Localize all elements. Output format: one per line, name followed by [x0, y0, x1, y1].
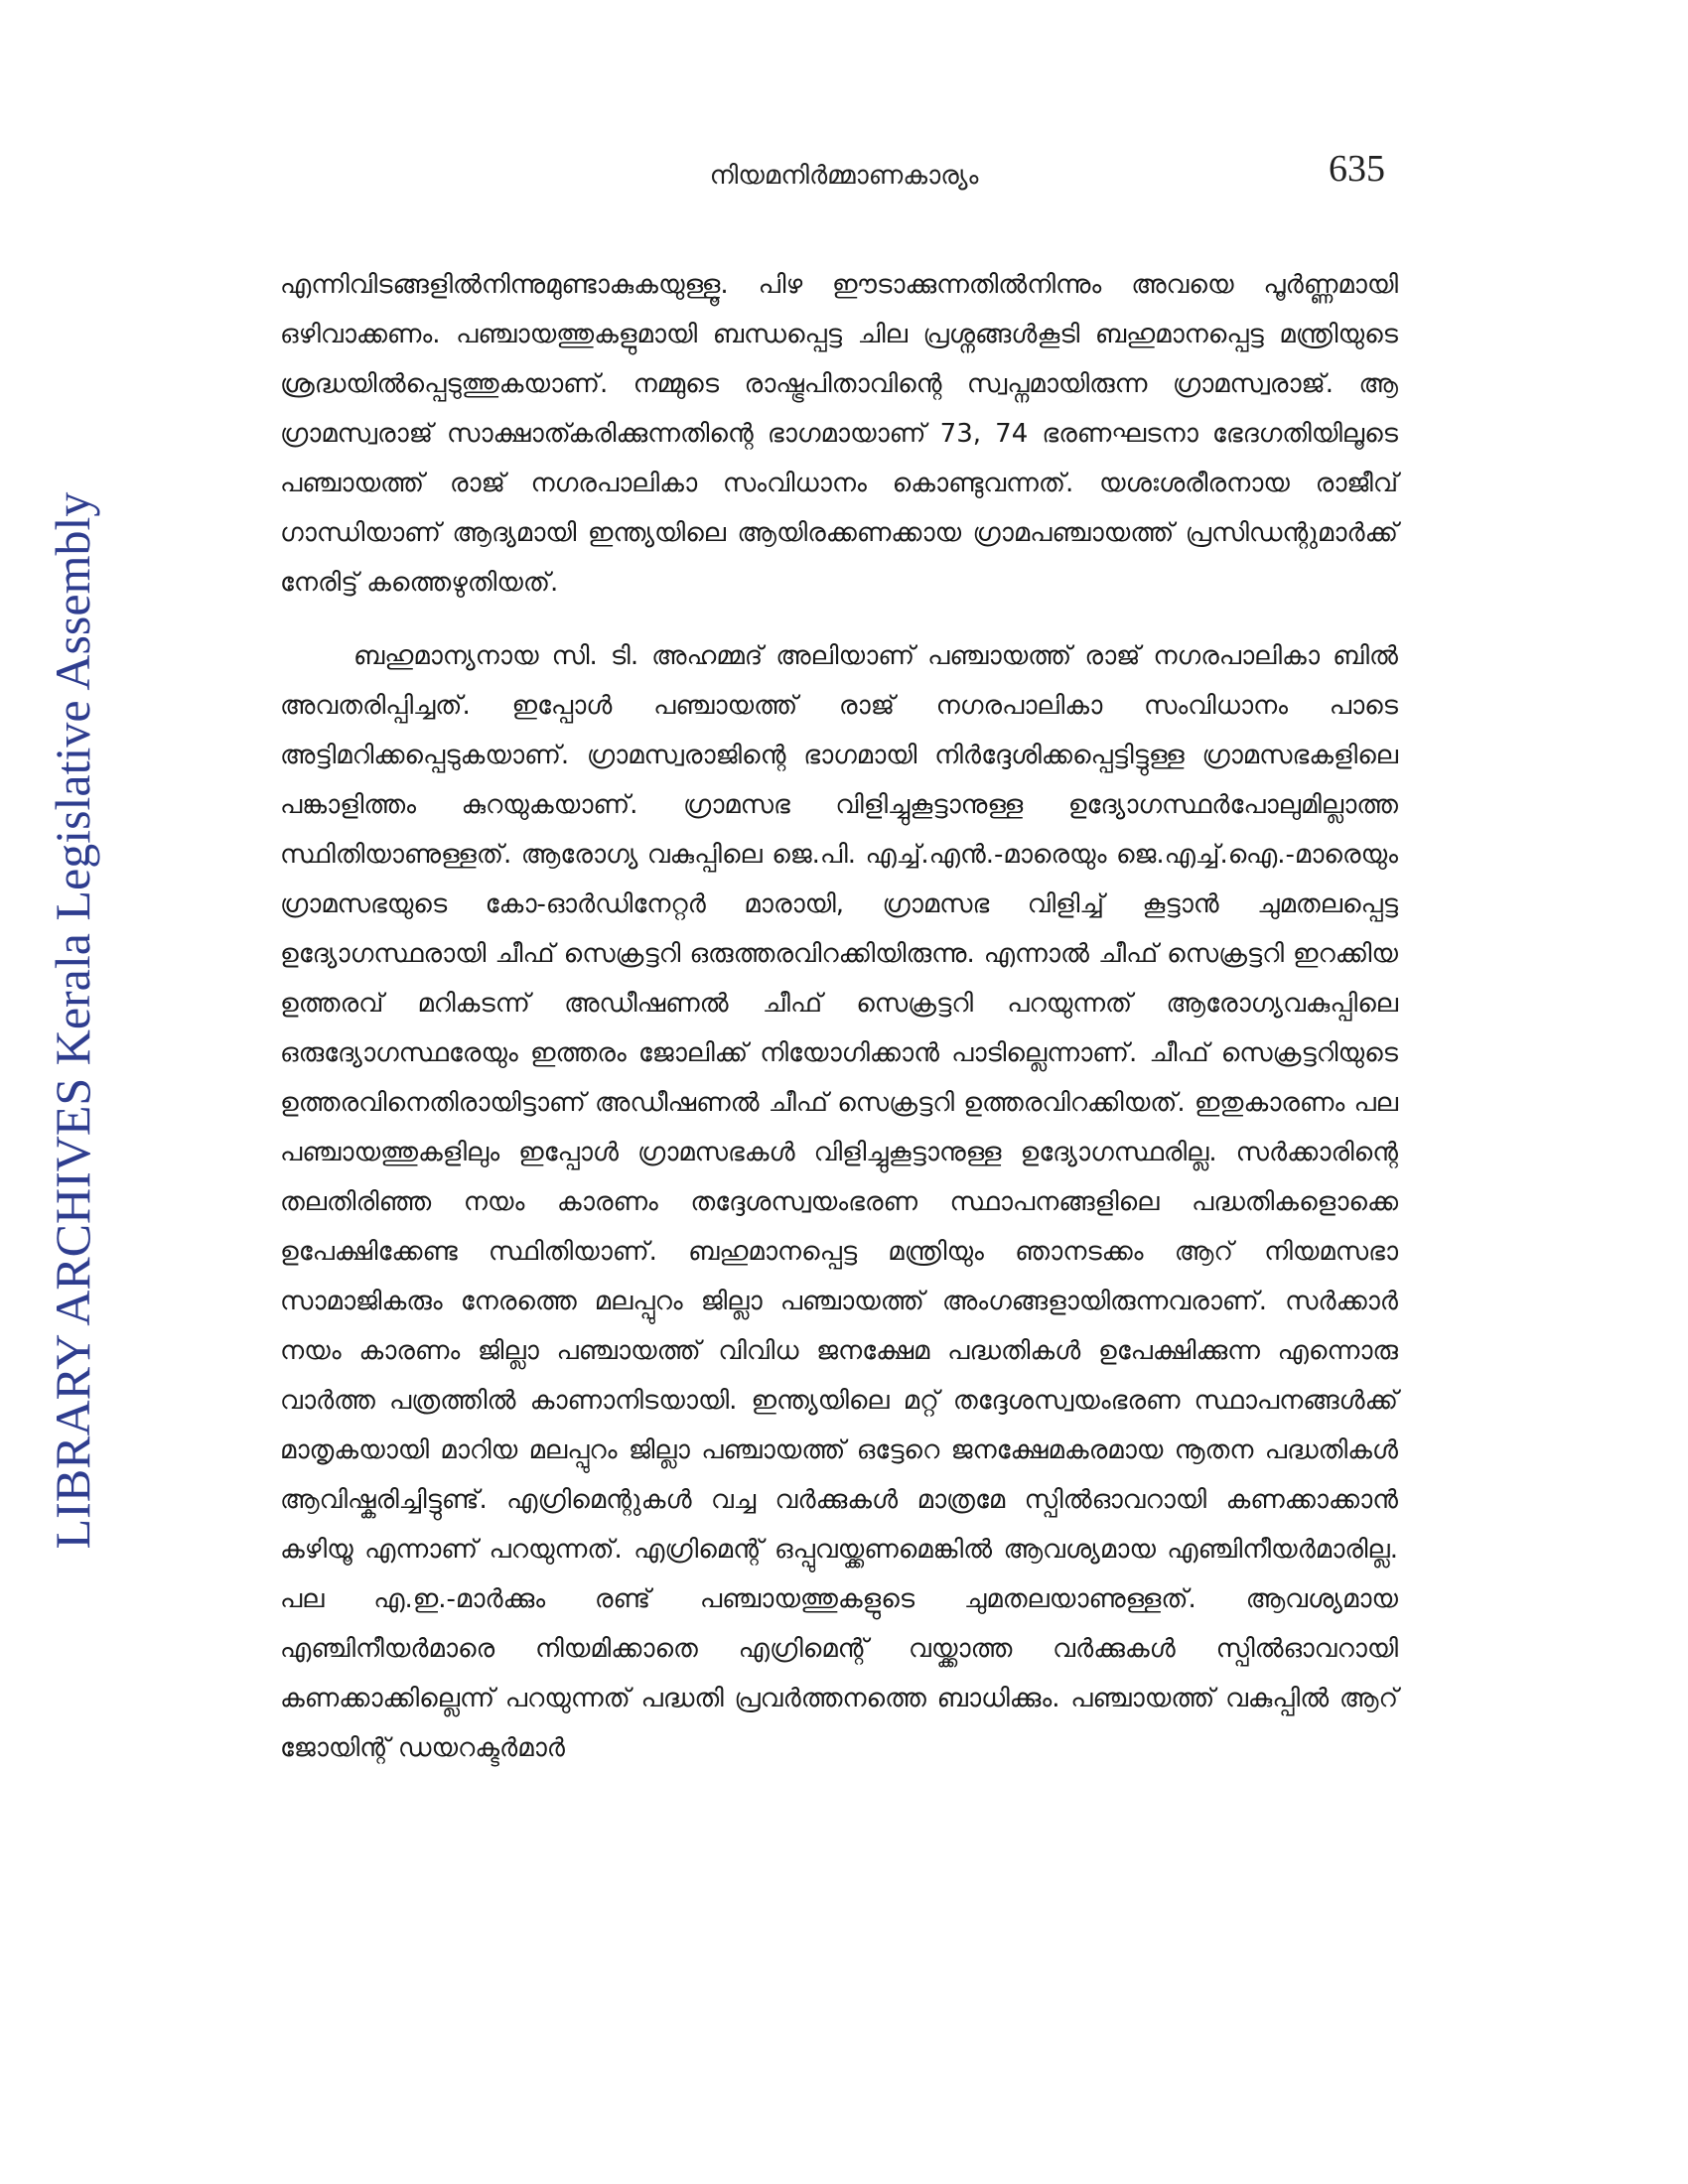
paragraph-2: ബഹുമാന്യനായ സി. ടി. അഹമ്മദ് അലിയാണ് പഞ്ചായത്ത് രാജ് നഗരപാലികാ ബിൽ അവതരിപ്പിച്ചത്. ഇപ്പോൾ പഞ്ചായത്ത് രാജ് നഗരപാലികാ സംവിധാനം പാടെ അട്ടിമറിക്കപ്പെടുകയാണ്. ഗ്രാമസ്വരാജിന്റെ ഭാഗമായി നിർദ്ദേശിക്കപ്പെട്ടിട്ടുള്ള ഗ്രാമസഭകളിലെ പങ്കാളിത്തം കുറയുകയാണ്. ഗ്രാമസഭ വിളിച്ചുകൂട്ടാനുള്ള ഉദ്യോഗസ്ഥർപോലുമില്ലാത്ത സ്ഥിതിയാണുള്ളത്. ആരോഗ്യ വകുപ്പിലെ ജെ.പി. എച്ച്.എൻ.-മാരെയും ജെ.എച്ച്.ഐ.-മാരെയും ഗ്രാമസഭയുടെ കോ-ഓർഡിനേറ്റർ മാരായി, ഗ്രാമസഭ വിളിച്ച് കൂട്ടാൻ ചുമതലപ്പെട്ട ഉദ്യോഗസ്ഥരായി ചീഫ് സെക്രട്ടറി ഒരുത്തരവിറക്കിയിരുന്നു. എന്നാൽ ചീഫ് സെക്രട്ടറി ഇറക്കിയ ഉത്തരവ് മറികടന്ന് അഡീഷണൽ ചീഫ് സെക്രട്ടറി പറയുന്നത് ആരോഗ്യവകുപ്പിലെ ഒരുദ്യോഗസ്ഥരേയും ഇത്തരം ജോലിക്ക് നിയോഗിക്കാൻ പാടില്ലെന്നാണ്. ചീഫ് സെക്രട്ടറിയുടെ ഉത്തരവിനെതിരായിട്ടാണ് അഡീഷണൽ ചീഫ് സെക്രട്ടറി ഉത്തരവിറക്കിയത്. ഇതുകാരണം പല പഞ്ചായത്തുകളിലും ഇപ്പോൾ ഗ്രാമസഭകൾ വിളിച്ചുകൂട്ടാനുള്ള ഉദ്യോഗസ്ഥരില്ല. സർക്കാരിന്റെ തലതിരിഞ്ഞ നയം കാരണം തദ്ദേശസ്വയംഭരണ സ്ഥാപനങ്ങളിലെ പദ്ധതികളൊക്കെ ഉപേക്ഷിക്കേണ്ട സ്ഥിതിയാണ്. ബഹുമാനപ്പെട്ട മന്ത്രിയും ഞാനടക്കം ആറ് നിയമസഭാ സാമാജികരും നേരത്തെ മലപ്പുറം ജില്ലാ പഞ്ചായത്ത് അംഗങ്ങളായിരുന്നവരാണ്. സർക്കാർ നയം കാരണം ജില്ലാ പഞ്ചായത്ത് വിവിധ ജനക്ഷേമ പദ്ധതികൾ ഉപേക്ഷിക്കുന്ന എന്നൊരു വാർത്ത പത്രത്തിൽ കാണാനിടയായി. ഇന്ത്യയിലെ മറ്റ് തദ്ദേശസ്വയംഭരണ സ്ഥാപനങ്ങൾക്ക് മാതൃകയായി മാറിയ മലപ്പുറം ജില്ലാ പഞ്ചായത്ത് ഒട്ടേറെ ജനക്ഷേമകരമായ നൂതന പദ്ധതികൾ ആവിഷ്കരിച്ചിട്ടുണ്ട്. എഗ്രിമെന്റുകൾ വച്ച വർക്കുകൾ മാത്രമേ സ്പിൽഓവറായി കണക്കാക്കാൻ കഴിയൂ എന്നാണ് പറയുന്നത്. എഗ്രിമെന്റ് ഒപ്പുവയ്ക്കണമെങ്കിൽ ആവശ്യമായ എഞ്ചിനീയർമാരില്ല. പല എ.ഇ.-മാർക്കും രണ്ട് പഞ്ചായത്തുകളുടെ ചുമതലയാണുള്ളത്. ആവശ്യമായ എഞ്ചിനീയർമാരെ നിയമിക്കാതെ എഗ്രിമെന്റ് വയ്ക്കാത്ത വർക്കുകൾ സ്പിൽഓവറായി കണക്കാക്കില്ലെന്ന് പറയുന്നത് പദ്ധതി പ്രവർത്തനത്തെ ബാധിക്കും. പഞ്ചായത്ത് വകുപ്പിൽ ആറ് ജോയിന്റ് ഡയറക്ടർമാർ: [280, 641, 1398, 1763]
library-archives-watermark: LIBRARY ARCHIVES Kerala Legislative Assembly: [45, 491, 100, 1550]
paragraph-1: എന്നിവിടങ്ങളിൽനിന്നുമുണ്ടാകുകയുള്ളൂ. പിഴ ഈടാക്കുന്നതിൽനിന്നും അവയെ പൂർണ്ണമായി ഒഴിവാക്കണം. പഞ്ചായത്തുകളുമായി ബന്ധപ്പെട്ട ചില പ്രശ്നങ്ങൾകൂടി ബഹുമാനപ്പെട്ട മന്ത്രിയുടെ ശ്രദ്ധയിൽപ്പെടുത്തുകയാണ്. നമ്മുടെ രാഷ്ട്രപിതാവിന്റെ സ്വപ്നമായിരുന്ന ഗ്രാമസ്വരാജ്. ആ ഗ്രാമസ്വരാജ് സാക്ഷാത്കരിക്കുന്നതിന്റെ ഭാഗമായാണ് 73, 74 ഭരണഘടനാ ഭേദഗതിയിലൂടെ പഞ്ചായത്ത് രാജ് നഗരപാലികാ സംവിധാനം കൊണ്ടുവന്നത്. യശഃശരീരനായ രാജീവ് ഗാന്ധിയാണ് ആദ്യമായി ഇന്ത്യയിലെ ആയിരക്കണക്കായ ഗ്രാമപഞ്ചായത്ത് പ്രസിഡന്റുമാർക്ക് നേരിട്ട് കത്തെഴുതിയത്.: [280, 270, 1398, 598]
document-body: [280, 260, 1398, 1773]
running-header-title: നിയമനിർമ്മാണകാര്യം: [709, 161, 979, 191]
page-number: 635: [1329, 148, 1385, 190]
